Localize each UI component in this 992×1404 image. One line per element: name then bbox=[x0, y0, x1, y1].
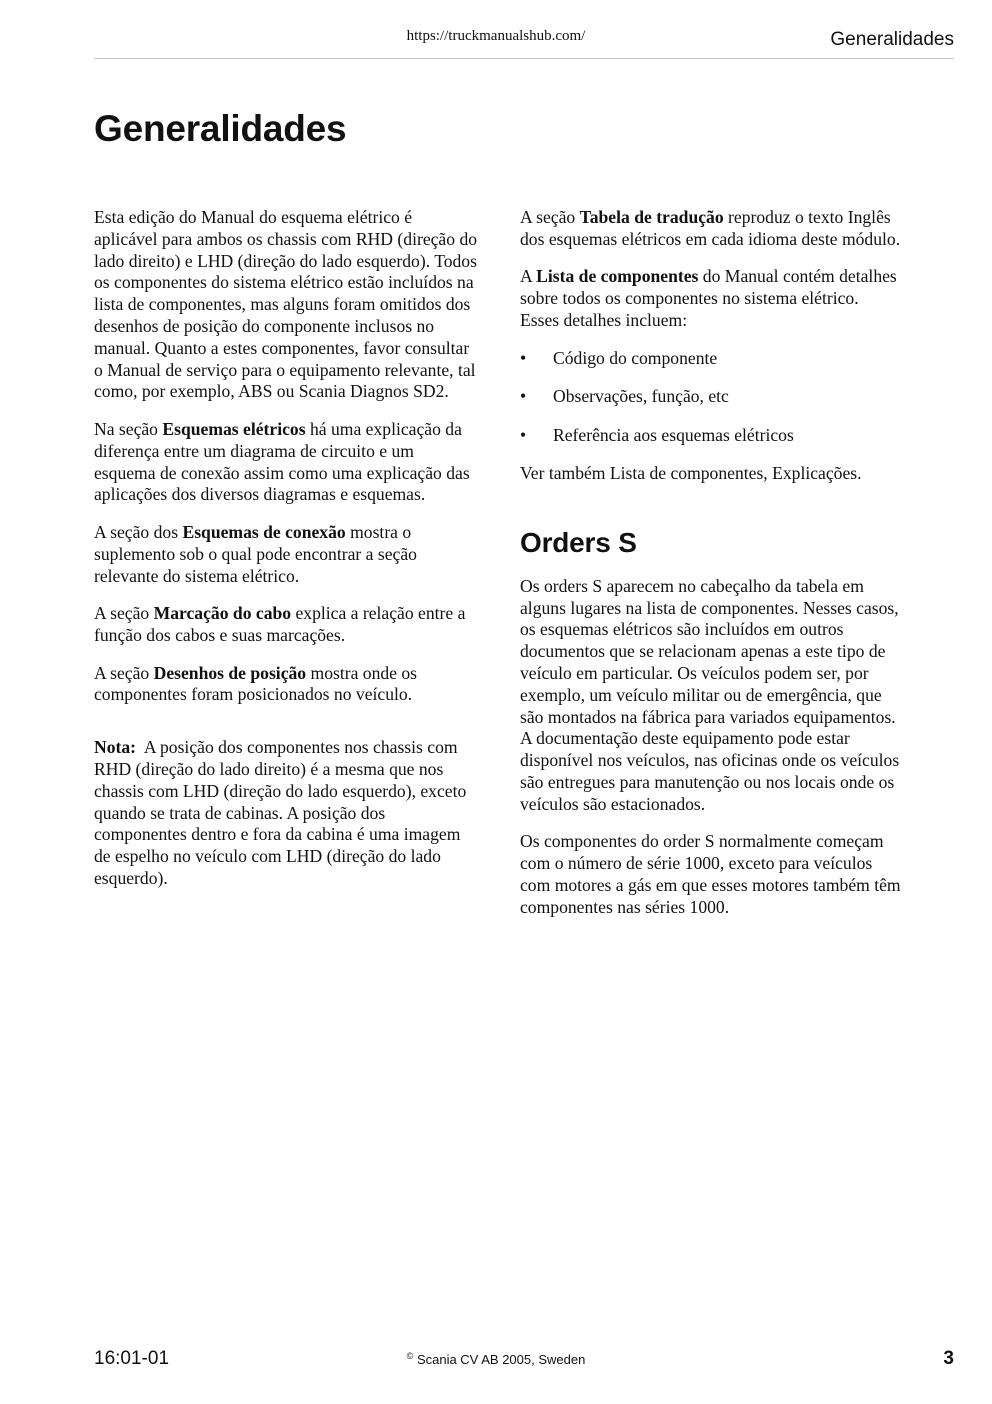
paragraph-component-list bbox=[520, 266, 902, 331]
page-number: 3 bbox=[943, 1348, 954, 1369]
paragraph-cable-marking bbox=[94, 603, 478, 647]
bold-term: Esquemas de conexão bbox=[182, 521, 346, 542]
left-column bbox=[94, 207, 478, 906]
header-divider bbox=[94, 58, 954, 59]
paragraph-orders-description: Os orders S aparecem no cabeçalho da tabela em alguns lugares na lista de componentes. Nesses casos, os esquemas elétricos são incluídos em outros documentos que se relacionam apenas a este tipo de veículo em particular. Os veículos podem ser, por exemplo, um veículo militar ou de emergência, que são montados na fábrica para variados equipamentos. A documentação deste equipamento pode estar disponível nos veículos, nas oficinas onde os veículos são entregues para manutenção ou nos locais onde os veículos são estacionados. bbox=[520, 575, 900, 814]
right-column bbox=[520, 207, 902, 934]
list-item bbox=[520, 348, 902, 370]
list-item bbox=[520, 425, 902, 447]
text: explica a relação entre a função dos cabos e suas marcações. bbox=[94, 603, 466, 645]
bold-term: Lista de componentes bbox=[536, 266, 699, 287]
bold-term: Tabela de tradução bbox=[579, 207, 724, 227]
bold-term: Esquemas elétricos bbox=[162, 418, 306, 439]
note-paragraph bbox=[94, 737, 478, 890]
list-item-text: Observações, função, etc bbox=[553, 386, 729, 407]
text: A seção dos bbox=[94, 521, 183, 542]
section-heading-orders-s: Orders S bbox=[520, 526, 637, 558]
paragraph-see-also: Ver também Lista de componentes, Explicações. bbox=[520, 463, 862, 484]
paragraph-position-drawings bbox=[94, 663, 478, 707]
bold-term: Marcação do cabo bbox=[153, 603, 292, 624]
text: do Manual contém detalhes sobre todos os componentes no sistema elétrico. Esses detalhes incluem: bbox=[520, 266, 897, 330]
text: A seção bbox=[94, 662, 154, 683]
header-url: https://truckmanualshub.com/ bbox=[406, 28, 586, 44]
details-list bbox=[520, 348, 902, 447]
bullet-marker: • bbox=[520, 424, 527, 445]
bullet-marker: • bbox=[520, 347, 527, 368]
text: A seção bbox=[520, 207, 580, 227]
text: reproduz o texto Inglês dos esquemas elétricos em cada idioma deste módulo. bbox=[520, 207, 901, 249]
list-item-text: Código do componente bbox=[553, 347, 718, 368]
bold-term: Desenhos de posição bbox=[153, 662, 307, 683]
bullet-marker: • bbox=[520, 386, 527, 407]
note-label: Nota: bbox=[94, 737, 137, 758]
paragraph-wiring-diagrams bbox=[94, 419, 478, 506]
list-item bbox=[520, 386, 902, 408]
header-section-title: Generalidades bbox=[830, 29, 954, 50]
text: A seção bbox=[94, 603, 154, 624]
text: mostra onde os componentes foram posicionados no veículo. bbox=[94, 662, 418, 705]
text: A bbox=[520, 266, 537, 287]
footer-copyright bbox=[0, 1351, 992, 1367]
paragraph-translation-table bbox=[520, 207, 902, 251]
paragraph-orders-numbering: Os componentes do order S normalmente começam com o número de série 1000, exceto para veículos com motores a gás em que esses motores também têm componentes nas séries 1000. bbox=[520, 831, 901, 917]
copyright-symbol: © bbox=[406, 1351, 414, 1361]
list-item-text: Referência aos esquemas elétricos bbox=[553, 424, 794, 445]
text: Na seção bbox=[94, 418, 163, 439]
footer-document-code: 16:01-01 bbox=[94, 1348, 170, 1369]
page-title: Generalidades bbox=[94, 108, 347, 149]
paragraph-connection-diagrams bbox=[94, 522, 478, 587]
copyright-text: Scania CV AB 2005, Sweden bbox=[416, 1352, 586, 1367]
text: há uma explicação da diferença entre um diagrama de circuito e um esquema de conexão assim como uma explicação das aplicações dos diversos diagramas e esquemas. bbox=[94, 418, 470, 505]
text: mostra o suplemento sob o qual pode encontrar a seção relevante do sistema elétrico. bbox=[94, 521, 417, 586]
paragraph-applicability: Esta edição do Manual do esquema elétrico é aplicável para ambos os chassis com RHD (direção do lado direito) e LHD (direção do lado esquerdo). Todos os componentes do sistema elétrico estão incluídos na lista de componentes, mas alguns foram omitidos dos desenhos de posição do componente inclusos no manual. Quanto a estes componentes, favor consultar o Manual de serviço para o equipamento relevante, tal como, por exemplo, ABS ou Scania Diagnos SD2. bbox=[94, 207, 478, 402]
note-text: A posição dos componentes nos chassis com RHD (direção do lado direito) é a mesma que nos chassis com LHD (direção do lado esquerdo), exceto quando se trata de cabinas. A posição dos componentes dentro e fora da cabina é uma imagem de espelho no veículo com LHD (direção do lado esquerdo). bbox=[94, 737, 467, 888]
